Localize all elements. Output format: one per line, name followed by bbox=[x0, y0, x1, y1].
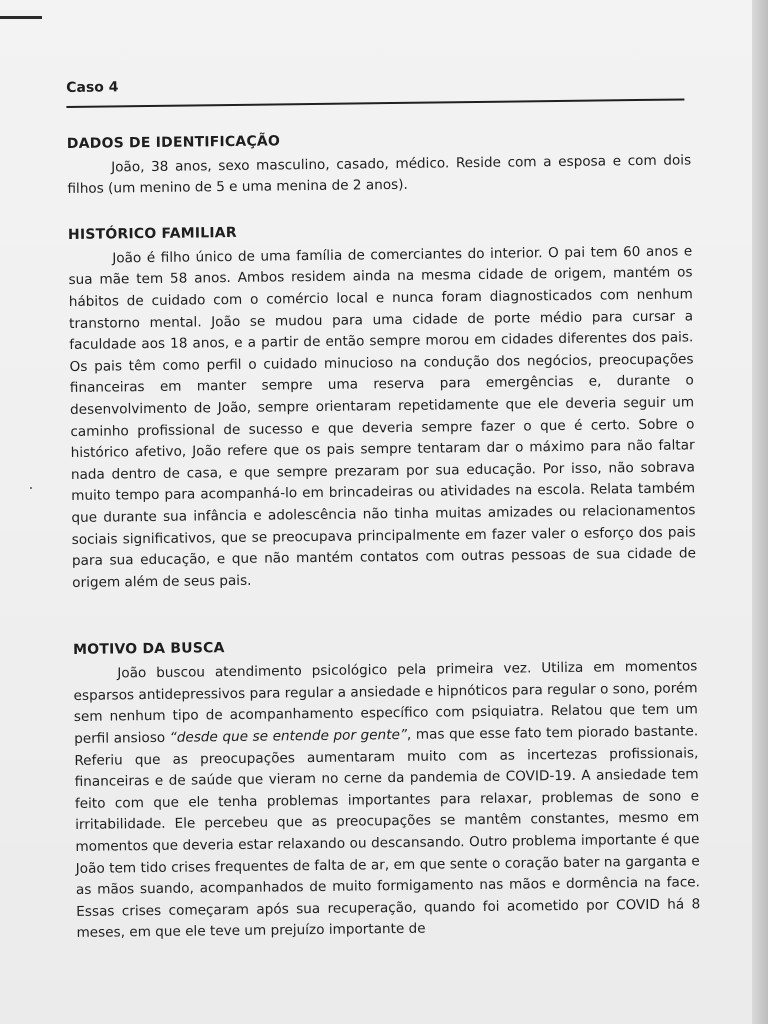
section-heading: HISTÓRICO FAMILIAR bbox=[67, 224, 237, 243]
paragraph-text: , mas que esse fato tem piorado bastante. Referiu que as preocupações aumentaram muito com as incertezas profissionais, financeiras e de saúde que vieram no cerne da pandemia de COVID-19. A ansiedade tem feito com que ele tenha problemas importantes para relaxar, problemas de sono e irritabilidade. Ele percebeu que as preocupações se mantêm constantes, mesmo em momentos que deveria estar relaxando ou descansando. Outro problema importante é que João tem tido crises frequentes de falta de ar, em que sente o coração bater na garganta e as mãos suando, acompanhados de muito formigamento nas mãos e dormência na face. Essas crises começaram após sua recuperação, quando foi acometido por COVID há 8 meses, em que ele teve um prejuízo importante de bbox=[74, 723, 701, 942]
paragraph-text: João buscou atendimento psicológico pela primeira vez. Utiliza em momentos esparsos antidepressivos para regular a ansiedade e hipnóticos para regular o sono, porém sem nenhum tipo de acompanhamento específico com psiquiatra. Relatou que tem um perfil ansioso bbox=[73, 658, 698, 748]
paper-speck bbox=[30, 487, 32, 489]
document-body bbox=[66, 64, 701, 945]
case-title: Caso 4 bbox=[66, 79, 119, 96]
section-heading: MOTIVO DA BUSCA bbox=[72, 640, 225, 659]
page-corner-mark bbox=[0, 16, 42, 19]
section-family-history bbox=[68, 219, 696, 594]
quoted-expression: “desde que se entende por gente” bbox=[169, 726, 408, 746]
paper-edge-shadow bbox=[752, 0, 768, 1024]
section-paragraph bbox=[73, 657, 700, 945]
title-divider bbox=[66, 98, 684, 107]
section-paragraph: João é filho único de uma família de comerciantes do interior. O pai tem 60 anos e sua mãe tem 58 anos. Ambos residem ainda na mesma cidade de origem, mantém os hábitos de cuidado com o comércio local e nunca foram diagnosticados com nenhum transtorno mental. João se mudou para uma cidade de porte médio para cursar a faculdade aos 18 anos, e a partir de então sempre morou em cidades diferentes dos pais. Os pais têm como perfil o cuidado minucioso na condução dos negócios, preocupações financeiras em manter sempre uma reserva para emergências e, durante o desenvolvimento de João, sempre orientaram repetidamente que ele deveria seguir um caminho profissional de sucesso e que deveria sempre fazer o que é certo. Sobre o histórico afetivo, João refere que os pais sempre tentaram dar o máximo para não faltar nada dentro de casa, e que sempre prezaram por sua educação. Por isso, não sobrava muito tempo para acompanhá-lo em brincadeiras ou atividades na escola. Relata também que durante sua infância e adolescência não tinha muitas amizades ou relacionamentos sociais significativos, que se preocupava principalmente em fazer valer o esforço dos pais para sua educação, e que não mantém contatos com outras pessoas de sua cidade de origem além de seus pais. bbox=[68, 243, 697, 591]
section-reason-for-seeking bbox=[73, 635, 701, 945]
section-paragraph: João, 38 anos, sexo masculino, casado, médico. Reside com a esposa e com dois filhos (um menino de 5 e uma menina de 2 anos). bbox=[67, 151, 692, 198]
section-identification bbox=[67, 128, 692, 201]
section-heading: DADOS DE IDENTIFICAÇÃO bbox=[66, 132, 281, 152]
